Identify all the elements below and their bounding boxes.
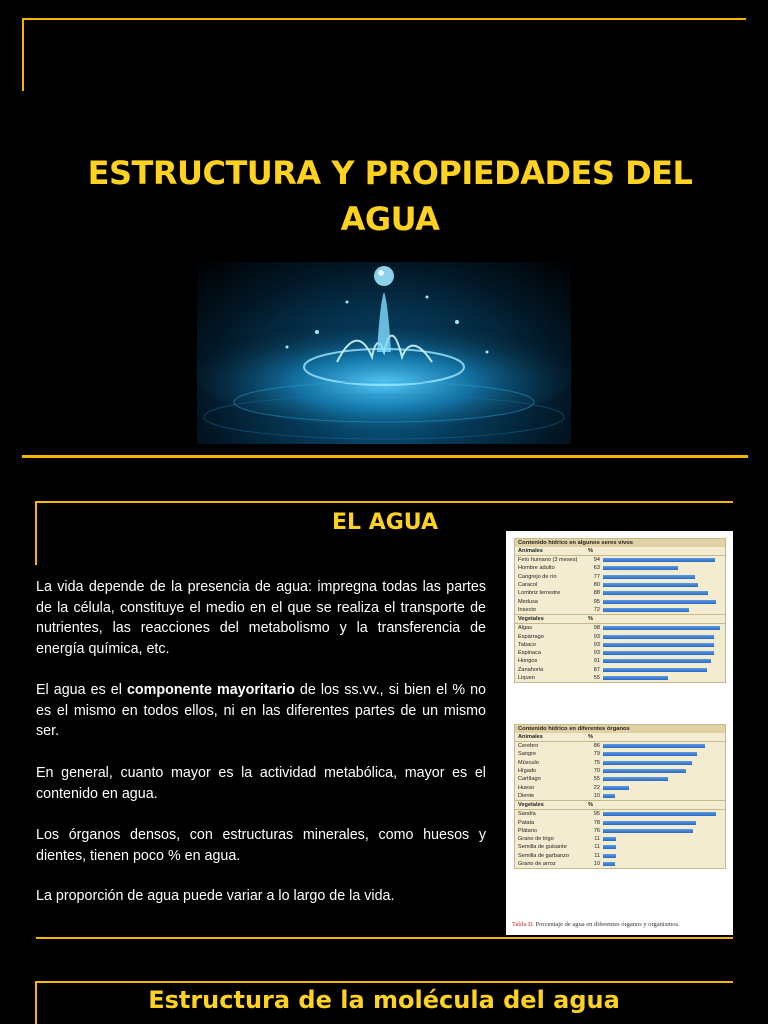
row-bar xyxy=(603,769,686,773)
group-label: Vegetales xyxy=(518,616,544,623)
group-label: Vegetales xyxy=(518,802,544,809)
row-value: 88 xyxy=(593,590,600,597)
row-value: 80 xyxy=(593,582,600,589)
row-bar xyxy=(603,821,696,825)
row-bar xyxy=(603,744,705,748)
water-splash-image xyxy=(197,262,571,444)
row-name: Diente xyxy=(518,792,535,799)
slide1-title xyxy=(60,150,720,242)
row-name: Insecto xyxy=(518,606,537,613)
row-value: 70 xyxy=(593,768,600,775)
table-row xyxy=(515,556,725,564)
slide1-title-line2: AGUA xyxy=(340,200,440,238)
row-value: 98 xyxy=(593,625,600,632)
row-bar xyxy=(603,583,698,587)
row-value: 11 xyxy=(594,852,600,859)
row-name: Feto humano (3 meses) xyxy=(518,557,578,564)
slide3-left-line xyxy=(35,981,37,1024)
row-bar xyxy=(603,591,708,595)
table-section-2-title: Contenido hídrico en diferentes órganos xyxy=(515,725,725,733)
row-value: 72 xyxy=(593,606,600,613)
row-bar xyxy=(603,600,716,604)
row-value: 77 xyxy=(593,573,600,580)
row-bar xyxy=(603,651,714,655)
row-bar xyxy=(603,659,711,663)
row-name: Hígado xyxy=(518,768,537,775)
table-group-organos-animales xyxy=(515,733,725,800)
table-group-animales xyxy=(515,547,725,614)
row-bar xyxy=(603,786,629,790)
table-column-header xyxy=(515,615,725,624)
row-bar xyxy=(603,812,716,816)
row-name: Zanahoria xyxy=(518,666,544,673)
row-bar xyxy=(603,558,715,562)
row-name: Cangrejo de río xyxy=(518,573,557,580)
table-row xyxy=(515,818,725,826)
row-name: Sangre xyxy=(518,751,537,758)
table-row xyxy=(515,649,725,657)
table-column-header xyxy=(515,547,725,556)
slide1-title-line1: ESTRUCTURA Y PROPIEDADES DEL xyxy=(87,154,693,192)
row-name: Algas xyxy=(518,625,532,632)
bold-phrase: componente mayoritario xyxy=(126,682,295,698)
row-name: Grano de trigo xyxy=(518,836,554,843)
table-row xyxy=(515,657,725,665)
row-value: 94 xyxy=(593,557,600,564)
row-bar xyxy=(603,845,616,849)
table-row xyxy=(515,597,725,605)
row-name: Grano de arroz xyxy=(518,861,556,867)
row-value: 78 xyxy=(593,819,600,826)
table-row xyxy=(515,759,725,767)
row-name: Caracol xyxy=(518,582,538,589)
percent-header: % xyxy=(588,616,593,623)
slide2-left-line xyxy=(35,501,37,565)
row-name: Patata xyxy=(518,819,535,826)
row-bar xyxy=(603,643,714,647)
row-value: 95 xyxy=(593,811,600,818)
row-bar xyxy=(603,626,720,630)
paragraph-1: La vida depende de la presencia de agua: impregna todas las partes de la célula, constituye el medio en el que se realiza el transporte de nutrientes, las reacciones del metabolismo y la transferencia de energía química, etc. xyxy=(36,579,486,657)
row-value: 11 xyxy=(594,844,600,851)
table-row xyxy=(515,606,725,614)
table-row xyxy=(515,742,725,750)
row-bar xyxy=(603,837,616,841)
row-value: 75 xyxy=(593,759,600,766)
row-value: 10 xyxy=(593,861,600,867)
row-name: Cartílago xyxy=(518,776,541,783)
percent-header: % xyxy=(588,734,593,740)
row-bar xyxy=(603,635,714,639)
row-bar xyxy=(603,794,615,798)
row-name: Semilla de garbanzo xyxy=(518,852,569,859)
row-bar xyxy=(603,829,693,833)
slide1-left-line xyxy=(22,18,24,91)
row-name: Espárrago xyxy=(518,633,544,640)
row-value: 22 xyxy=(593,784,600,791)
row-name: Semilla de guisante xyxy=(518,844,567,851)
row-name: Medusa xyxy=(518,598,538,605)
row-bar xyxy=(603,854,616,858)
water-content-table xyxy=(506,531,733,935)
table-column-header xyxy=(515,733,725,742)
row-bar xyxy=(603,566,678,570)
slide3-title: Estructura de la molécula del agua xyxy=(148,986,620,1014)
table-row xyxy=(515,767,725,775)
row-bar xyxy=(603,777,668,781)
row-name: Sandía xyxy=(518,811,536,818)
table-row xyxy=(515,810,725,818)
row-name: Hueso xyxy=(518,784,535,791)
slide2-title: EL AGUA xyxy=(331,510,438,535)
row-bar xyxy=(603,761,692,765)
table-row xyxy=(515,783,725,791)
row-name: Lombriz terrestre xyxy=(518,590,561,597)
row-value: 93 xyxy=(593,650,600,657)
row-value: 79 xyxy=(593,751,600,758)
paragraph-5: La proporción de agua puede variar a lo largo de la vida. xyxy=(36,888,395,904)
row-bar xyxy=(603,862,615,866)
row-name: Plátano xyxy=(518,827,537,834)
row-name: Tabaco xyxy=(518,641,537,648)
row-value: 63 xyxy=(593,565,600,572)
table-row xyxy=(515,843,725,851)
row-name: Liquen xyxy=(518,675,535,681)
row-bar xyxy=(603,752,697,756)
paragraph-2: El agua es el componente mayoritario de los ss.vv., si bien el % no es el mismo en todos ellos, ni en las diferentes partes de un mismo ser. xyxy=(36,682,486,739)
table-row xyxy=(515,852,725,860)
table-section-1 xyxy=(514,538,726,683)
row-name: Hombre adulto xyxy=(518,565,555,572)
slide2-top-line xyxy=(36,501,733,503)
percent-header: % xyxy=(588,802,593,809)
table-row xyxy=(515,860,725,868)
row-value: 76 xyxy=(593,827,600,834)
percent-header: % xyxy=(588,548,593,554)
row-value: 93 xyxy=(593,633,600,640)
row-value: 55 xyxy=(593,675,600,681)
row-value: 86 xyxy=(593,743,600,750)
row-name: Cerebro xyxy=(518,743,539,750)
table-row xyxy=(515,624,725,632)
group-label: Animales xyxy=(518,734,543,740)
table-row xyxy=(515,674,725,682)
row-value: 91 xyxy=(593,658,600,665)
table-row xyxy=(515,827,725,835)
paragraph-3: En general, cuanto mayor es la actividad metabólica, mayor es el contenido en agua. xyxy=(36,765,486,802)
row-name: Espinaca xyxy=(518,650,542,657)
row-value: 87 xyxy=(593,666,600,673)
table-group-vegetales xyxy=(515,614,725,682)
table-row xyxy=(515,589,725,597)
table-section-1-title: Contenido hídrico en algunos seres vivos xyxy=(515,539,725,547)
row-value: 55 xyxy=(593,776,600,783)
paragraph-4: Los órganos densos, con estructuras minerales, como huesos y dientes, tienen poco % en agua. xyxy=(36,827,486,864)
row-value: 95 xyxy=(593,598,600,605)
row-bar xyxy=(603,608,689,612)
row-name: Hongos xyxy=(518,658,538,665)
table-group-organos-vegetales xyxy=(515,800,725,868)
slide1-bottom-line xyxy=(22,455,748,458)
table-row xyxy=(515,641,725,649)
group-label: Animales xyxy=(518,548,543,554)
row-value: 10 xyxy=(593,792,600,799)
table-row xyxy=(515,792,725,800)
row-bar xyxy=(603,575,695,579)
slide2-bottom-line xyxy=(36,937,733,939)
table-column-header xyxy=(515,801,725,810)
row-bar xyxy=(603,676,668,680)
table-row xyxy=(515,835,725,843)
table-row xyxy=(515,581,725,589)
slide1-top-line xyxy=(22,18,746,20)
row-value: 11 xyxy=(594,836,600,843)
table-row xyxy=(515,573,725,581)
row-value: 93 xyxy=(593,641,600,648)
table-row xyxy=(515,775,725,783)
table-row xyxy=(515,666,725,674)
row-name: Músculo xyxy=(518,759,539,766)
slide3-top-line xyxy=(36,981,733,983)
table-section-2 xyxy=(514,724,726,869)
table-row xyxy=(515,632,725,640)
table-row xyxy=(515,750,725,758)
table-row xyxy=(515,564,725,572)
table-caption: Tabla II. Porcentaje de agua en diferentes órganos y organismos. xyxy=(512,921,680,928)
row-bar xyxy=(603,668,707,672)
